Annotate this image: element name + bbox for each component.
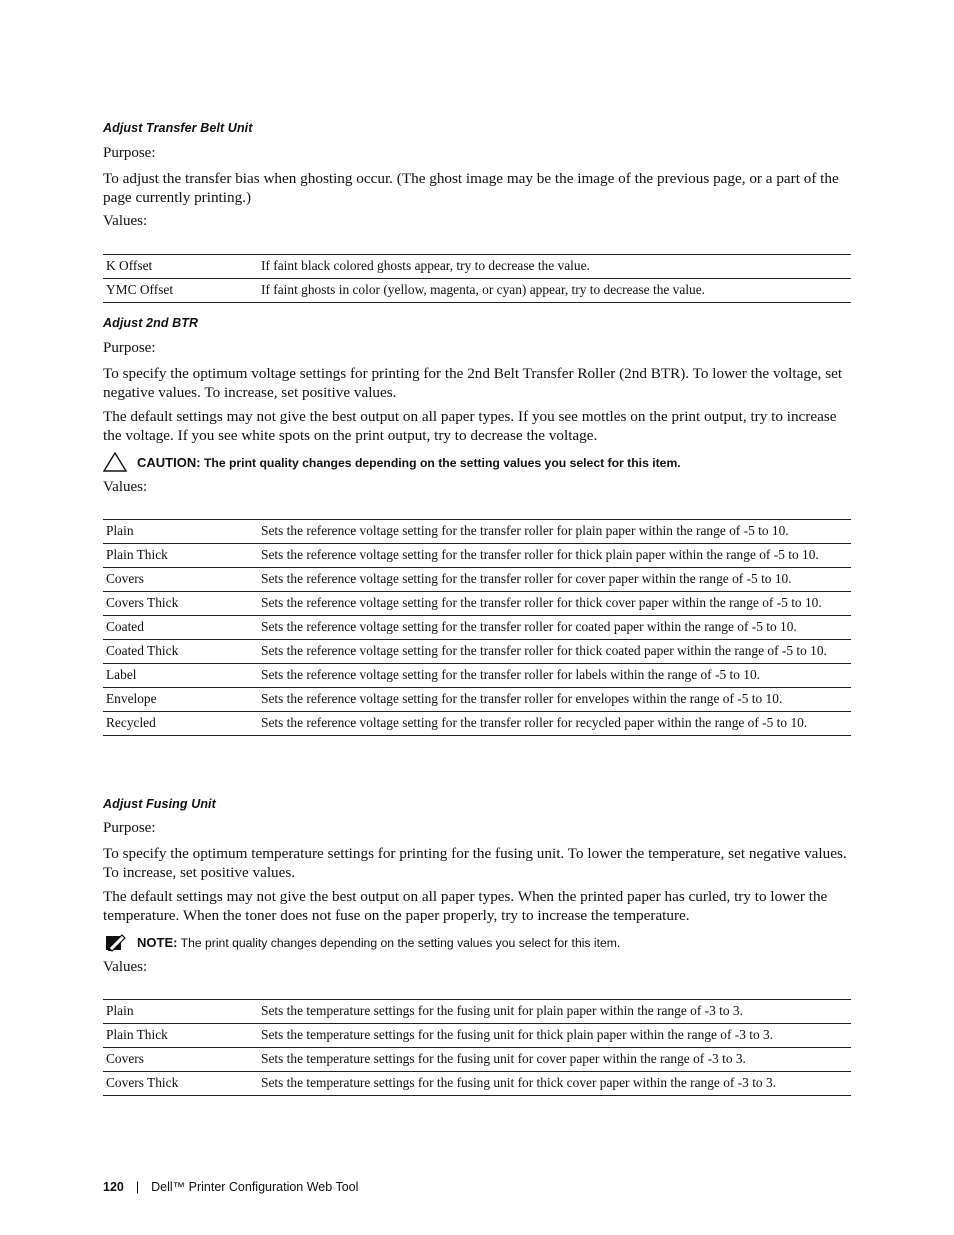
row-value: Sets the reference voltage setting for the transfer roller for thick coated paper within the range of -5 to 10. bbox=[258, 640, 851, 664]
row-value: Sets the reference voltage setting for the transfer roller for cover paper within the range of -5 to 10. bbox=[258, 568, 851, 592]
table-row bbox=[103, 544, 851, 568]
row-key: Covers Thick bbox=[103, 1072, 258, 1096]
row-key: Plain Thick bbox=[103, 544, 258, 568]
row-key: Label bbox=[103, 664, 258, 688]
table-row bbox=[103, 664, 851, 688]
table-row bbox=[103, 279, 851, 303]
note-pencil-icon bbox=[103, 932, 127, 952]
row-value: Sets the temperature settings for the fusing unit for thick cover paper within the range of -3 to 3. bbox=[258, 1072, 851, 1096]
row-key: Plain bbox=[103, 520, 258, 544]
table-row bbox=[103, 1000, 851, 1024]
table-row bbox=[103, 1048, 851, 1072]
caution-triangle-icon bbox=[103, 452, 127, 472]
note-text: The print quality changes depending on the setting values you select for this item. bbox=[180, 936, 621, 950]
purpose-text: To specify the optimum temperature settings for printing for the fusing unit. To lower the temperature, set negative values. To increase, set positive values. bbox=[103, 845, 847, 881]
row-key: YMC Offset bbox=[103, 279, 258, 303]
values-label: Values: bbox=[103, 479, 148, 495]
row-value: Sets the reference voltage setting for the transfer roller for plain paper within the range of -5 to 10. bbox=[258, 520, 851, 544]
row-value: Sets the reference voltage setting for the transfer roller for envelopes within the range of -5 to 10. bbox=[258, 688, 851, 712]
footer-title: Dell™ Printer Configuration Web Tool bbox=[151, 1180, 359, 1194]
values-table-transfer-belt bbox=[103, 254, 851, 303]
row-value: Sets the reference voltage setting for the transfer roller for recycled paper within the range of -5 to 10. bbox=[258, 712, 851, 736]
row-key: Envelope bbox=[103, 688, 258, 712]
table-row bbox=[103, 568, 851, 592]
values-table-fusing-unit bbox=[103, 999, 851, 1096]
purpose-label: Purpose: bbox=[103, 340, 156, 356]
purpose-text-2: The default settings may not give the best output on all paper types. If you see mottles on the print output, try to increase the voltage. If you see white spots on the print output, try to decrease the voltage. bbox=[103, 408, 837, 444]
purpose-label: Purpose: bbox=[103, 145, 156, 161]
purpose-text-2: The default settings may not give the best output on all paper types. When the printed paper has curled, try to lower the temperature. When the toner does not fuse on the paper properly, try to increase the temperature. bbox=[103, 888, 828, 924]
purpose-text: To specify the optimum voltage settings for printing for the 2nd Belt Transfer Roller (2nd BTR). To lower the voltage, set negative values. To increase, set positive values. bbox=[103, 365, 843, 401]
row-value: Sets the reference voltage setting for the transfer roller for thick cover paper within the range of -5 to 10. bbox=[258, 592, 851, 616]
table-row bbox=[103, 688, 851, 712]
row-key: K Offset bbox=[103, 255, 258, 279]
table-row bbox=[103, 1024, 851, 1048]
section-heading-transfer-belt: Adjust Transfer Belt Unit bbox=[103, 121, 253, 135]
section-heading-fusing-unit: Adjust Fusing Unit bbox=[103, 797, 216, 811]
table-row bbox=[103, 255, 851, 279]
table-row bbox=[103, 712, 851, 736]
row-value: Sets the reference voltage setting for the transfer roller for coated paper within the range of -5 to 10. bbox=[258, 616, 851, 640]
purpose-text: To adjust the transfer bias when ghosting occur. (The ghost image may be the image of the previous page, or a part of the page currently printing.) bbox=[103, 170, 839, 206]
row-key: Plain bbox=[103, 1000, 258, 1024]
row-value: Sets the temperature settings for the fusing unit for thick plain paper within the range of -3 to 3. bbox=[258, 1024, 851, 1048]
row-key: Recycled bbox=[103, 712, 258, 736]
row-key: Covers Thick bbox=[103, 592, 258, 616]
row-value: Sets the temperature settings for the fusing unit for cover paper within the range of -3 to 3. bbox=[258, 1048, 851, 1072]
row-value: Sets the temperature settings for the fusing unit for plain paper within the range of -3 to 3. bbox=[258, 1000, 851, 1024]
row-value: If faint black colored ghosts appear, try to decrease the value. bbox=[258, 255, 851, 279]
table-row bbox=[103, 520, 851, 544]
row-value: Sets the reference voltage setting for the transfer roller for thick plain paper within the range of -5 to 10. bbox=[258, 544, 851, 568]
footer-separator: | bbox=[135, 1180, 140, 1194]
row-key: Covers bbox=[103, 568, 258, 592]
table-row bbox=[103, 640, 851, 664]
values-label: Values: bbox=[103, 959, 148, 975]
row-key: Coated Thick bbox=[103, 640, 258, 664]
caution-lead: CAUTION: bbox=[137, 455, 201, 470]
note-lead: NOTE: bbox=[137, 935, 178, 950]
values-label: Values: bbox=[103, 213, 148, 229]
table-row bbox=[103, 616, 851, 640]
row-key: Covers bbox=[103, 1048, 258, 1072]
section-heading-2nd-btr: Adjust 2nd BTR bbox=[103, 316, 199, 330]
values-table-2nd-btr bbox=[103, 519, 851, 736]
purpose-label: Purpose: bbox=[103, 820, 156, 836]
row-value: If faint ghosts in color (yellow, magenta, or cyan) appear, try to decrease the value. bbox=[258, 279, 851, 303]
row-value: Sets the reference voltage setting for the transfer roller for labels within the range of -5 to 10. bbox=[258, 664, 851, 688]
row-key: Coated bbox=[103, 616, 258, 640]
row-key: Plain Thick bbox=[103, 1024, 258, 1048]
table-row bbox=[103, 1072, 851, 1096]
table-row bbox=[103, 592, 851, 616]
page-number: 120 bbox=[103, 1180, 124, 1194]
caution-text: The print quality changes depending on the setting values you select for this item. bbox=[203, 456, 681, 470]
page-footer bbox=[103, 1180, 358, 1194]
